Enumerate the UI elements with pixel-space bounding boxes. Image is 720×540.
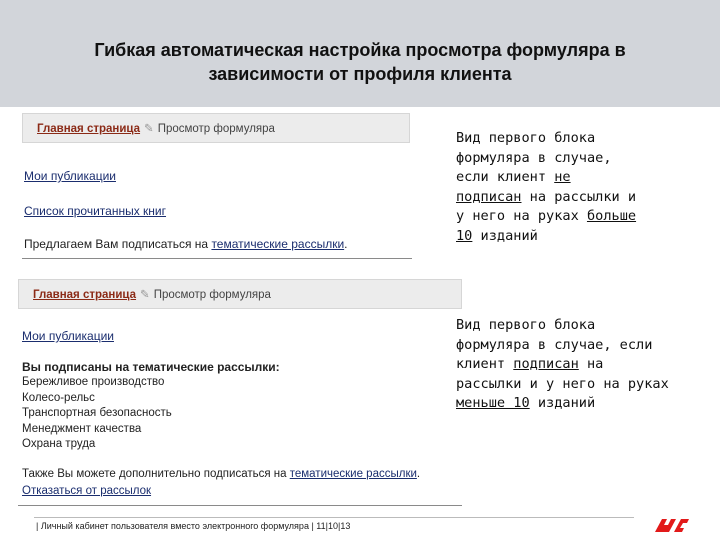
pencil-icon: ✎: [140, 289, 150, 301]
subscribe-offer: [24, 237, 348, 251]
desc-underlined: подписан: [513, 356, 579, 373]
subscribe-offer-end: .: [344, 237, 348, 251]
desc-underlined: меньше 10: [456, 395, 530, 412]
desc-text: клиент: [456, 356, 514, 373]
desc-line: [456, 188, 636, 208]
desc-line: [456, 207, 636, 227]
breadcrumb: [22, 113, 410, 143]
footer-text: | Личный кабинет пользователя вместо электронного формуляра | 11|10|13: [36, 521, 351, 531]
desc-line: рассылки и у него на руках: [456, 375, 669, 392]
subscribe-offer-text: Предлагаем Вам подписаться на: [24, 237, 212, 251]
subscription-list: [22, 375, 172, 453]
desc-text: на: [578, 356, 604, 373]
subscribed-heading: Вы подписаны на тематические рассылки:: [22, 360, 280, 374]
title-line-1: Гибкая автоматическая настройка просмотра формуляра в: [94, 40, 626, 60]
description-not-subscribed: [456, 129, 636, 247]
subscription-item: Бережливое производство: [22, 376, 165, 388]
thematic-mailings-link[interactable]: тематические рассылки: [289, 468, 417, 480]
desc-underlined: больше: [586, 208, 637, 225]
subscription-item: Транспортная безопасность: [22, 407, 172, 419]
title-line-2: зависимости от профиля клиента: [208, 64, 512, 84]
footer-divider: [34, 517, 634, 518]
divider: [22, 258, 412, 259]
desc-text: изданий: [472, 227, 538, 244]
slide-title: [60, 38, 660, 86]
subscription-item: Охрана труда: [22, 438, 96, 450]
description-subscribed: [456, 316, 669, 414]
desc-text: если клиент: [456, 169, 555, 186]
pencil-icon: ✎: [144, 123, 154, 135]
breadcrumb-current: Просмотр формуляра: [157, 123, 275, 135]
my-publications-link[interactable]: Мои публикации: [24, 169, 116, 183]
additional-subscribe-text: Также Вы можете дополнительно подписаться на: [22, 468, 290, 480]
desc-text: у него на руках: [456, 208, 587, 225]
desc-line: Вид первого блока: [456, 130, 596, 146]
additional-subscribe-end: .: [416, 468, 421, 480]
breadcrumb-home-link[interactable]: Главная страница: [33, 289, 137, 301]
unsubscribe-link[interactable]: Отказаться от рассылок: [22, 485, 152, 497]
desc-text: изданий: [529, 395, 596, 412]
subscription-item: Менеджмент качества: [22, 422, 142, 435]
breadcrumb-home-link[interactable]: Главная страница: [37, 123, 141, 135]
subscription-item: Колесо-рельс: [22, 391, 95, 404]
desc-line: формуляра в случае,: [456, 149, 612, 166]
desc-underlined: не: [554, 169, 571, 186]
additional-subscribe: [22, 468, 420, 480]
rzd-logo-icon: [652, 514, 692, 536]
read-books-link[interactable]: Список прочитанных книг: [24, 204, 167, 218]
slide-header: [0, 0, 720, 107]
desc-line: формуляра в случае, если: [456, 336, 653, 353]
desc-underlined: 10: [456, 227, 473, 244]
my-publications-link[interactable]: Мои публикации: [22, 329, 114, 343]
desc-line: [456, 168, 636, 188]
desc-underlined: подписан: [456, 188, 522, 205]
thematic-mailings-link[interactable]: тематические рассылки: [211, 237, 345, 251]
breadcrumb-current: Просмотр формуляра: [153, 289, 271, 301]
desc-line: [456, 394, 669, 414]
breadcrumb: [18, 279, 462, 309]
desc-line: Вид первого блока: [456, 317, 596, 333]
desc-text: на рассылки и: [521, 188, 637, 205]
divider: [18, 505, 462, 506]
desc-line: [456, 227, 636, 247]
desc-line: [456, 355, 669, 375]
